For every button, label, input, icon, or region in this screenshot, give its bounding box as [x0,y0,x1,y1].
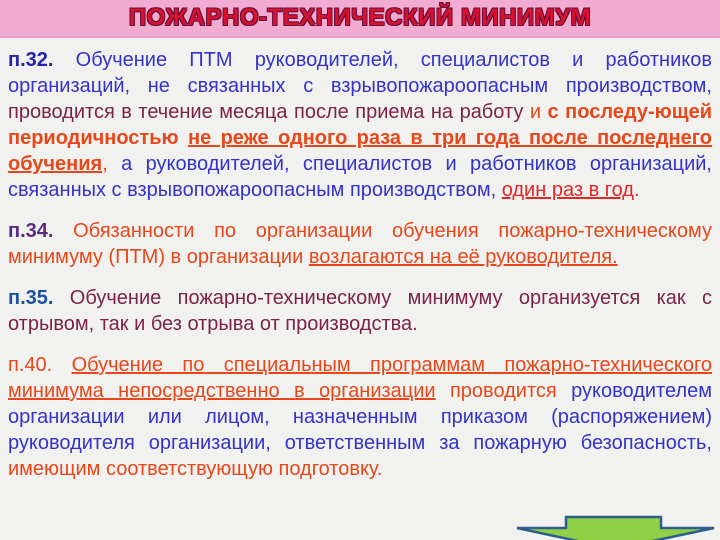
text-run: с последу-ющей периодичностью [8,101,712,149]
text-run: проводится [435,380,572,402]
text-run-underlined: возлагаются на её руководителя. [308,246,618,268]
text-run: а руководителей, специалистов и работников организаций, связанных с взрывопожароопасным производством, [8,153,712,201]
text-run: имеющим соответствующую подготовку. [8,458,383,480]
paragraph-p40 [8,352,712,482]
next-slide-arrow[interactable] [510,513,718,540]
section-number-p34: п.34. [8,220,54,242]
slide-header-band [0,0,720,38]
text-run: , [102,153,122,175]
text-run: руководителем организации или лицом, назначенным приказом (распоряжением) руководителя организации, ответственным за пожарную безопасность, [8,380,712,454]
page-title: ПОЖАРНО-ТЕХНИЧЕСКИЙ МИНИМУМ [128,4,592,31]
text-run: . [633,179,640,201]
paragraph-p32 [8,47,712,203]
text-run: и [529,101,548,123]
down-arrow-icon [510,513,718,540]
paragraph-p34 [8,218,712,270]
text-run: Обучение ПТМ руководителей, специалистов и работников организаций, не связанных с взрывопожароопасным производством, [8,49,712,97]
section-number-p40: п.40. [8,354,72,376]
section-number-p35: п.35. [8,287,54,309]
text-run: проводится в течение месяца после приема на работу [8,101,530,123]
paragraph-p35 [8,285,712,337]
slide-body [0,38,720,482]
down-arrow-shape [517,517,714,540]
text-run-underlined: не реже одного раза в три года после последнего обучения [8,127,713,175]
text-run-underlined: Обучение по специальным программам пожарно-технического минимума непосредственно в организации [8,354,712,402]
section-number-p32: п.32. [8,49,54,71]
text-run: Обучение пожарно-техническому минимуму организуется как с отрывом, так и без отрыва от производства. [8,287,712,335]
text-run: Обязанности по организации обучения пожарно-техническому минимуму (ПТМ) в организации [8,220,712,268]
text-run-underlined: один раз в год [501,179,634,201]
